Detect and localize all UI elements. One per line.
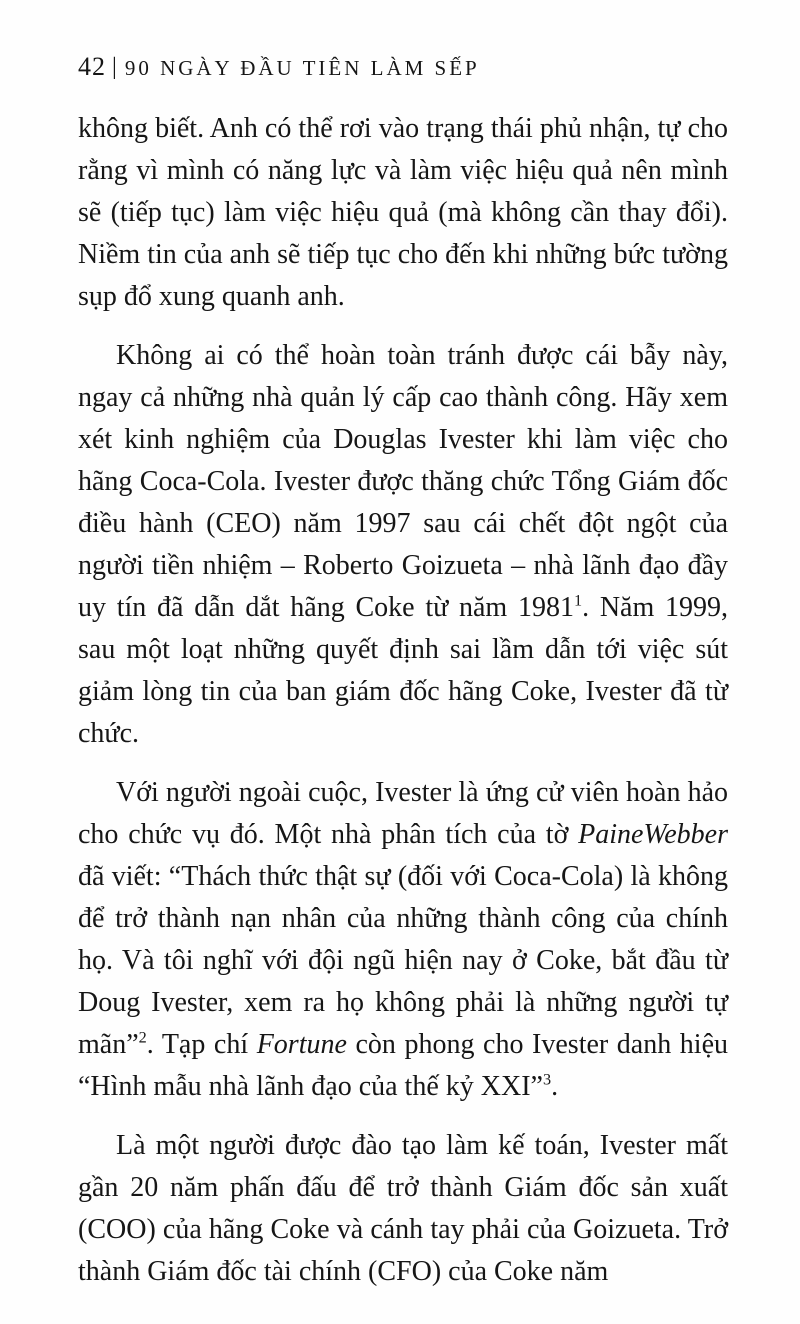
footnote-marker: 3 bbox=[542, 1070, 552, 1089]
paragraph bbox=[78, 772, 728, 1108]
paragraph bbox=[78, 108, 728, 318]
text-run: còn phong cho Ivester danh hiệu “Hình mẫu nhà lãnh đạo của thế kỷ XXI” bbox=[78, 1029, 728, 1102]
italic-text: PaineWebber bbox=[578, 819, 728, 850]
book-title: 90 NGÀY ĐẦU TIÊN LÀM SẾP bbox=[124, 56, 480, 80]
paragraph bbox=[78, 1125, 728, 1293]
text-run: đã viết: “Thách thức thật sự (đối với Coca-Cola) là không để trở thành nạn nhân của những thành công của chính họ. Và tôi nghĩ với đội ngũ hiện nay ở Coke, bắt đầu từ Doug Ivester, xem ra họ không phải là những người tự mãn” bbox=[78, 861, 728, 1060]
footnote-marker: 1 bbox=[573, 591, 583, 610]
text-run: Là một người được đào tạo làm kế toán, Ivester mất gần 20 năm phấn đấu để trở thành Giám đốc sản xuất (COO) của hãng Coke và cánh tay phải của Goizueta. Trở thành Giám đốc tài chính (CFO) của Coke năm bbox=[78, 1130, 728, 1287]
text-run: Với người ngoài cuộc, Ivester là ứng cử viên hoàn hảo cho chức vụ đó. Một nhà phân tích của tờ bbox=[78, 777, 728, 850]
page-body bbox=[78, 108, 728, 1310]
text-run: không biết. Anh có thể rơi vào trạng thái phủ nhận, tự cho rằng vì mình có năng lực và làm việc hiệu quả nên mình sẽ (tiếp tục) làm việc hiệu quả (mà không cần thay đổi). Niềm tin của anh sẽ tiếp tục cho đến khi những bức tường sụp đổ xung quanh anh. bbox=[78, 113, 728, 312]
text-run: . Tạp chí bbox=[146, 1029, 257, 1060]
text-run: Không ai có thể hoàn toàn tránh được cái bẫy này, ngay cả những nhà quản lý cấp cao thành công. Hãy xem xét kinh nghiệm của Douglas Ivester khi làm việc cho hãng Coca-Cola. Ivester được thăng chức Tổng Giám đốc điều hành (CEO) năm 1997 sau cái chết đột ngột của người tiền nhiệm – Roberto Goizueta – nhà lãnh đạo đầy uy tín đã dẫn dắt hãng Coke từ năm 1981 bbox=[78, 340, 728, 623]
page-number: 42 bbox=[78, 52, 106, 81]
header-separator: | bbox=[112, 54, 117, 80]
paragraph bbox=[78, 335, 728, 755]
footnote-marker: 2 bbox=[138, 1028, 147, 1047]
italic-text: Fortune bbox=[256, 1029, 347, 1060]
page-header bbox=[78, 52, 480, 82]
text-run: . Năm 1999, sau một loạt những quyết định sai lầm dẫn tới việc sút giảm lòng tin của ban giám đốc hãng Coke, Ivester đã từ chức. bbox=[78, 592, 728, 749]
text-run: . bbox=[551, 1071, 559, 1102]
